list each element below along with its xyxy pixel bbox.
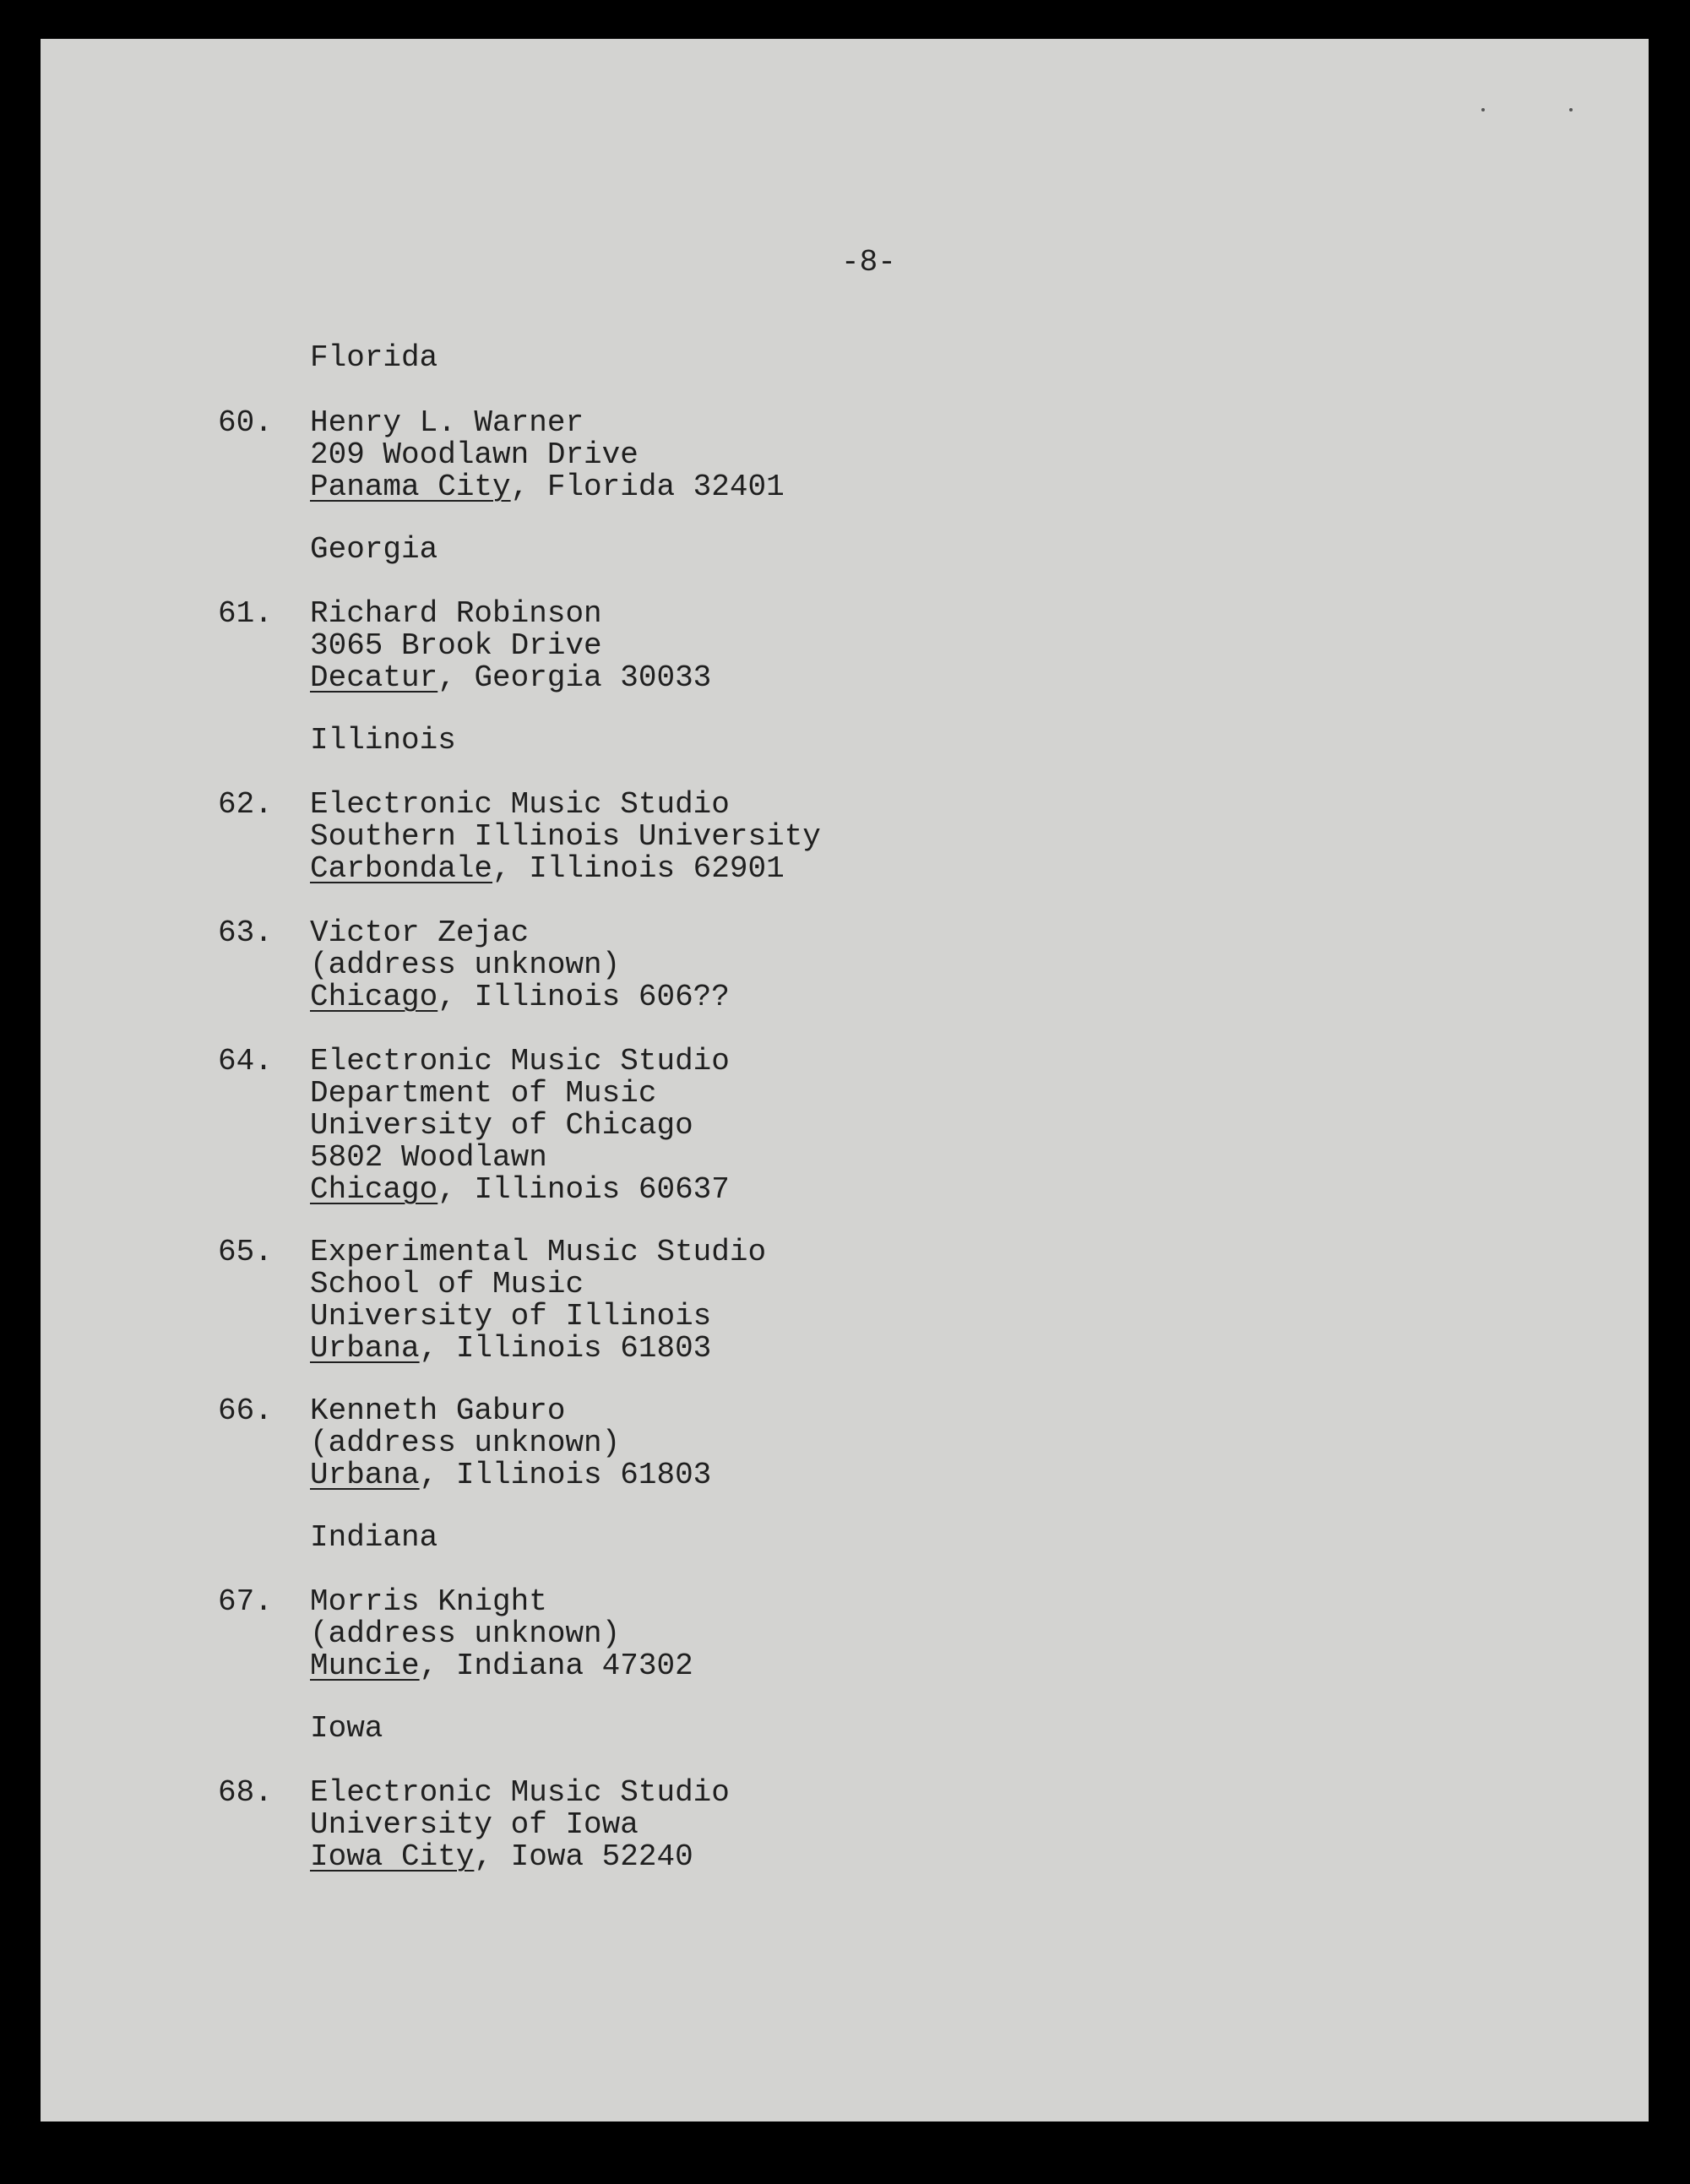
state-heading-georgia: Georgia <box>310 532 438 567</box>
entry-city-line <box>310 1174 730 1206</box>
entry-number: 68. <box>218 1775 273 1810</box>
entry-city-line <box>310 471 785 503</box>
state-heading-illinois: Illinois <box>310 723 456 758</box>
entry-city-line <box>310 1841 693 1873</box>
entry-name: Henry L. Warner <box>310 405 584 440</box>
entry-number: 66. <box>218 1394 273 1428</box>
page-number: -8- <box>841 245 896 280</box>
entry-number: 63. <box>218 915 273 950</box>
entry-address-line: (address unknown) <box>310 948 621 982</box>
entry-state-zip: , Indiana 47302 <box>419 1649 693 1683</box>
entry-city: Panama City <box>310 470 511 504</box>
entry-address-line: 209 Woodlawn Drive <box>310 437 639 472</box>
entry-address-line: 5802 Woodlawn <box>310 1140 547 1175</box>
entry-city-line <box>310 981 730 1013</box>
entry-city-line <box>310 1459 711 1491</box>
entry-city: Urbana <box>310 1458 420 1492</box>
entry-state-zip: , Iowa 52240 <box>474 1839 693 1874</box>
entry-state-zip: , Georgia 30033 <box>437 660 712 695</box>
entry-address-line: University of Chicago <box>310 1108 693 1143</box>
entry-state-zip: , Illinois 60637 <box>437 1172 730 1207</box>
speck-mark <box>1481 108 1485 111</box>
entry-number: 67. <box>218 1584 273 1619</box>
entry-state-zip: , Illinois 62901 <box>492 851 785 886</box>
entry-city-line <box>310 853 785 885</box>
entry-number: 64. <box>218 1044 273 1078</box>
entry-city-line <box>310 662 711 694</box>
entry-name: Kenneth Gaburo <box>310 1394 566 1428</box>
entry-city: Chicago <box>310 980 438 1014</box>
speck-mark <box>1569 108 1573 111</box>
entry-number: 61. <box>218 596 273 631</box>
entry-name: Richard Robinson <box>310 596 602 631</box>
entry-name: Experimental Music Studio <box>310 1235 767 1269</box>
entry-number: 60. <box>218 405 273 440</box>
entry-state-zip: , Illinois 61803 <box>419 1331 712 1366</box>
entry-number: 62. <box>218 787 273 822</box>
entry-name: Electronic Music Studio <box>310 1775 730 1810</box>
entry-state-zip: , Illinois 61803 <box>419 1458 712 1492</box>
state-heading-florida: Florida <box>310 340 438 375</box>
entry-address-line: University of Illinois <box>310 1299 712 1334</box>
entry-state-zip: , Illinois 606?? <box>437 980 730 1014</box>
document-page <box>41 39 1649 2122</box>
entry-address-line: University of Iowa <box>310 1807 639 1842</box>
entry-address-line: 3065 Brook Drive <box>310 628 602 663</box>
entry-city: Decatur <box>310 660 438 695</box>
entry-city: Iowa City <box>310 1839 475 1874</box>
entry-number: 65. <box>218 1235 273 1269</box>
state-heading-iowa: Iowa <box>310 1711 383 1746</box>
entry-state-zip: , Florida 32401 <box>510 470 785 504</box>
entry-address-line: School of Music <box>310 1267 584 1301</box>
entry-address-line: (address unknown) <box>310 1616 621 1651</box>
entry-city: Chicago <box>310 1172 438 1207</box>
entry-name: Electronic Music Studio <box>310 787 730 822</box>
state-heading-indiana: Indiana <box>310 1520 438 1555</box>
entry-name: Victor Zejac <box>310 915 530 950</box>
entry-name: Morris Knight <box>310 1584 547 1619</box>
entry-city: Carbondale <box>310 851 493 886</box>
entry-city-line <box>310 1650 693 1682</box>
entry-address-line: Department of Music <box>310 1076 657 1111</box>
entry-city: Muncie <box>310 1649 420 1683</box>
entry-address-line: (address unknown) <box>310 1426 621 1460</box>
entry-city: Urbana <box>310 1331 420 1366</box>
entry-name: Electronic Music Studio <box>310 1044 730 1078</box>
entry-address-line: Southern Illinois University <box>310 819 821 854</box>
entry-city-line <box>310 1333 711 1365</box>
